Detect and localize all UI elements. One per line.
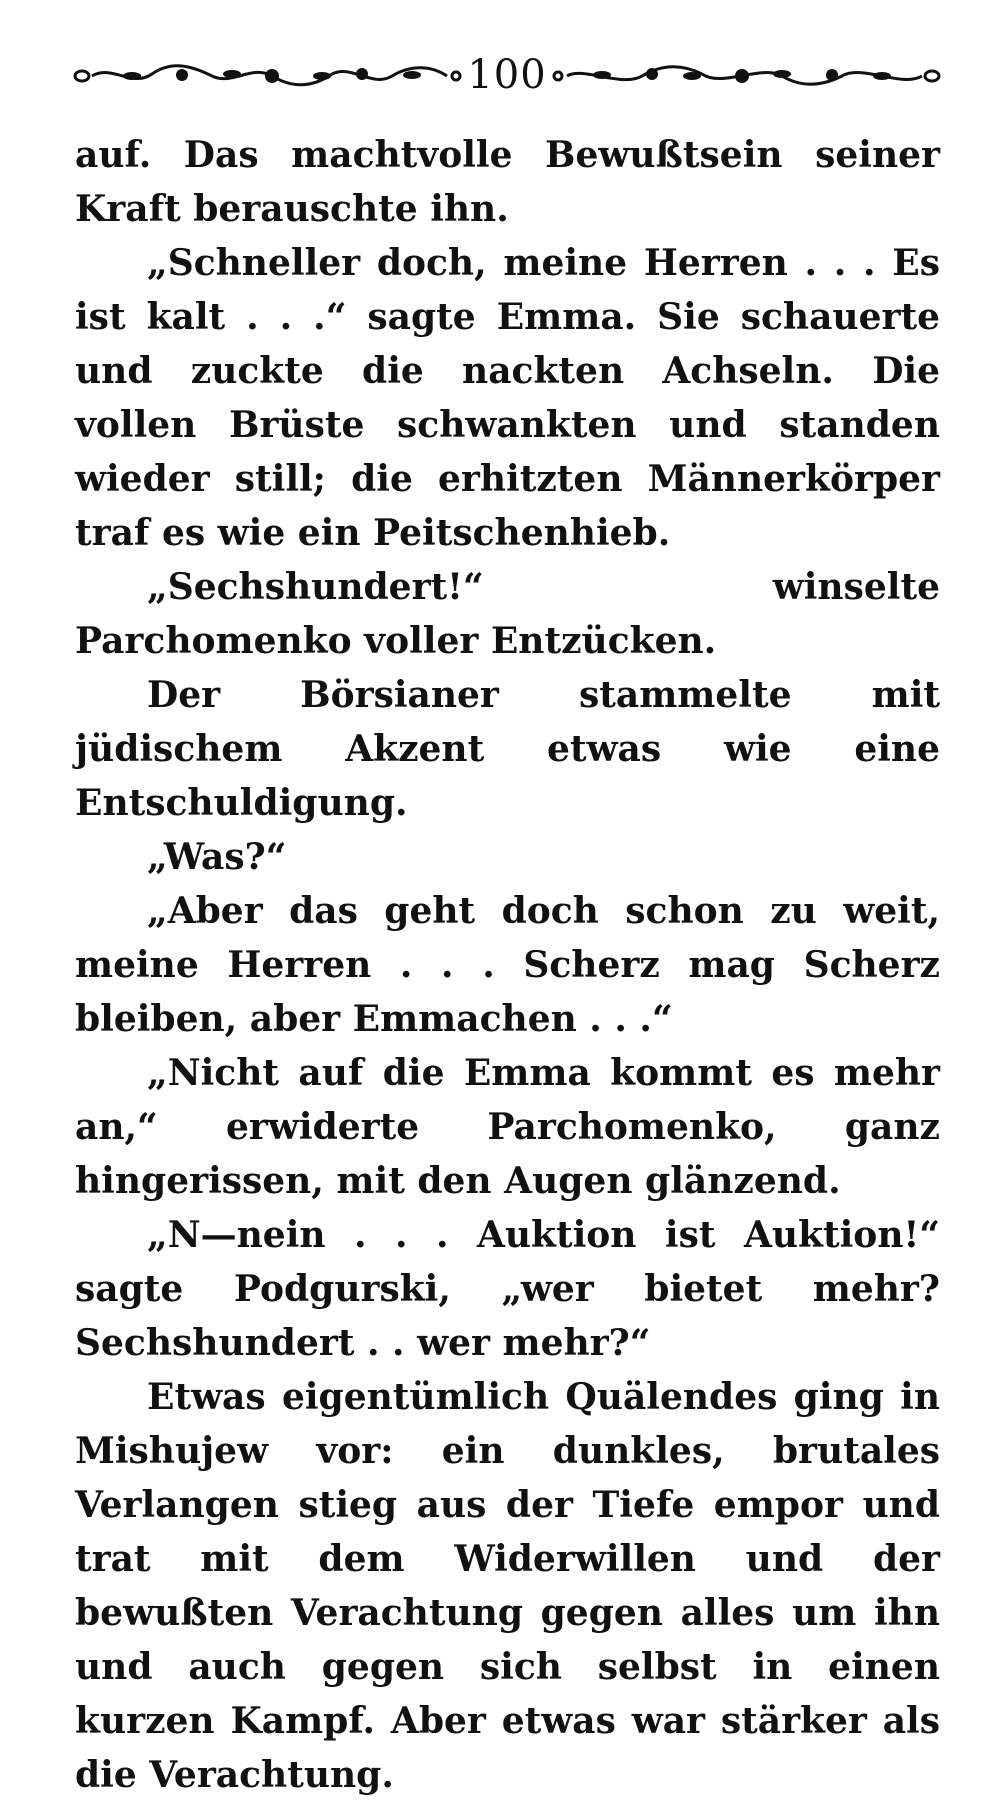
paragraph: „Aber das geht doch schon zu weit, meine Herren . . . Scherz mag Scherz bleiben, aber Emmachen . . .“	[75, 890, 940, 1040]
page-number: 100	[467, 52, 547, 98]
paragraph: „Sechshundert!“ winselte Parchomenko voller Entzücken.	[75, 566, 940, 662]
left-ornament	[72, 60, 462, 90]
body-text	[75, 128, 940, 1802]
page-header	[72, 45, 942, 105]
paragraph: Der Börsianer stammelte mit jüdischem Akzent etwas wie eine Entschuldigung.	[75, 674, 940, 824]
paragraph: auf. Das machtvolle Bewußtsein seiner Kraft berauschte ihn.	[75, 134, 940, 230]
paragraph: „Schneller doch, meine Herren . . . Es ist kalt . . .“ sagte Emma. Sie schauerte und zuckte die nackten Achseln. Die vollen Brüste schwankten und standen wieder still; die erhitzten Männerkörper traf es wie ein Peitschenhieb.	[75, 242, 940, 554]
paragraph: „Nicht auf die Emma kommt es mehr an,“ erwiderte Parchomenko, ganz hingerissen, mit den Augen glänzend.	[75, 1052, 940, 1202]
paragraph: „N—nein . . . Auktion ist Auktion!“ sagte Podgurski, „wer bietet mehr? Sechshundert . . wer mehr?“	[75, 1214, 940, 1364]
right-ornament	[552, 60, 942, 90]
paragraph: „Was?“	[147, 836, 287, 878]
paragraph: Etwas eigentümlich Quälendes ging in Mishujew vor: ein dunkles, brutales Verlangen stieg aus der Tiefe empor und trat mit dem Widerwillen und der bewußten Verachtung gegen alles um ihn und auch gegen sich selbst in einen kurzen Kampf. Aber etwas war stärker als die Verachtung.	[75, 1376, 940, 1796]
